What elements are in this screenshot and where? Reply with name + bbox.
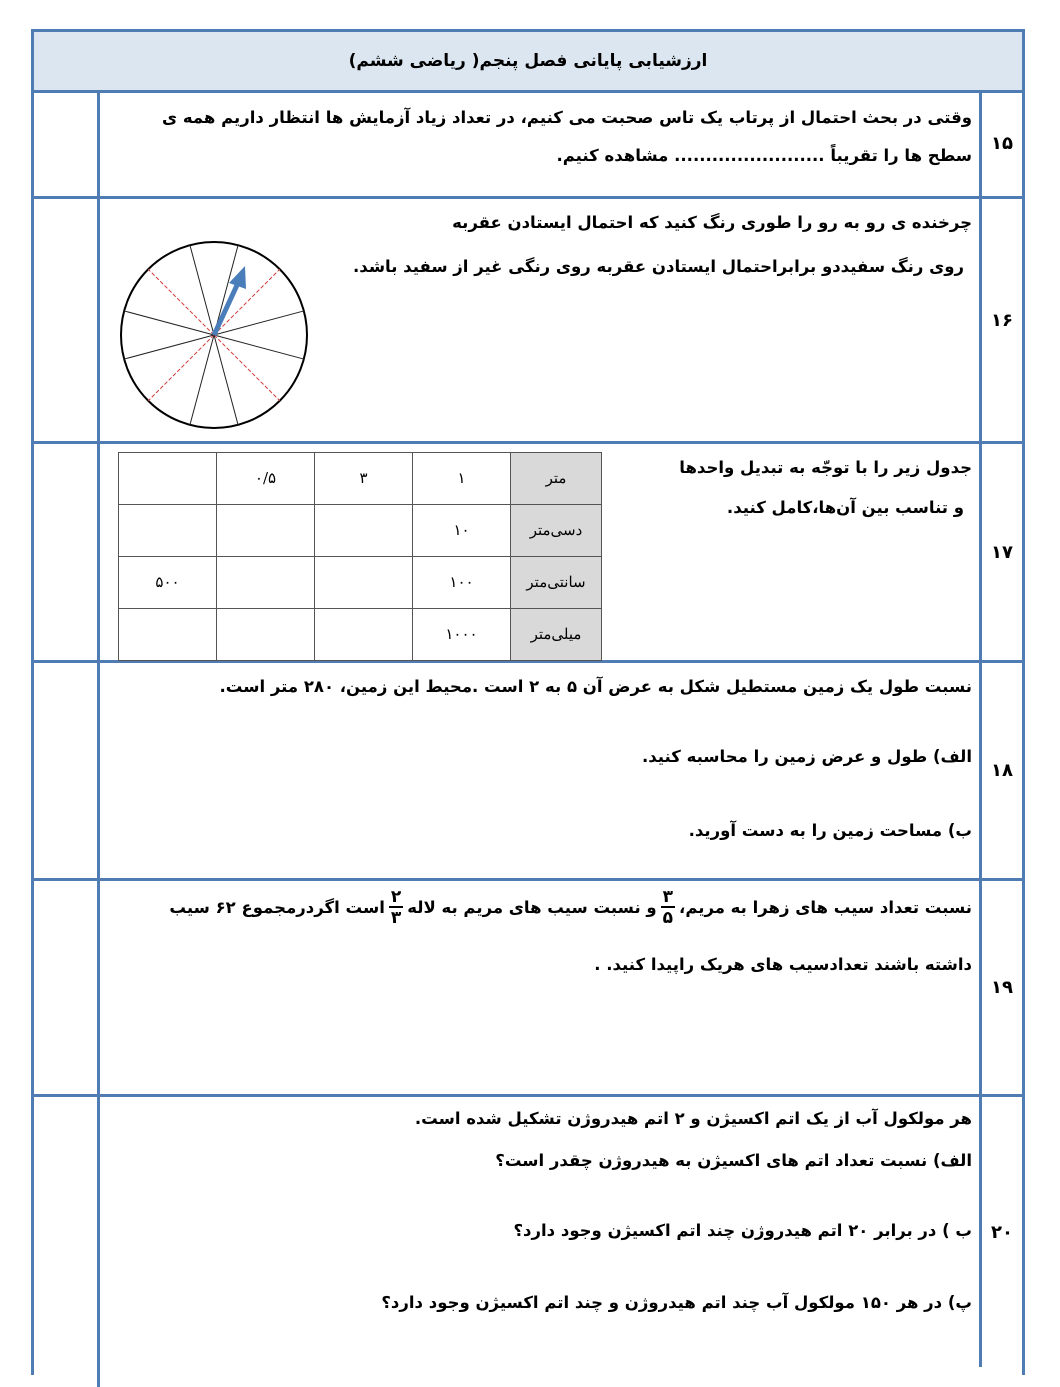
table-row — [119, 505, 602, 557]
question-text: نسبت تعداد سیب های زهرا به مریم، — [679, 898, 972, 918]
table-cell: ۳ — [315, 453, 413, 505]
worksheet-title: ارزشیابی پایانی فصل پنجم( ریاضی ششم) — [34, 32, 1022, 93]
question-text: سطح ها را تقریباً ........................ مشاهده کنیم. — [556, 146, 972, 165]
score-cell — [34, 663, 100, 878]
question-part-b: ب ) در برابر ۲۰ اتم هیدروژن چند اتم اکسیژن وجود دارد؟ — [513, 1221, 972, 1240]
question-number: ۱۶ — [979, 199, 1022, 441]
unit-label-cell: دسی‌متر — [511, 505, 602, 557]
question-text: است اگردرمجموع ۶۲ سیب — [169, 898, 385, 918]
table-cell — [217, 609, 315, 661]
question-20-row — [34, 1097, 1022, 1387]
table-cell: ۱۰۰۰ — [413, 609, 511, 661]
score-cell — [34, 1097, 100, 1387]
table-cell: ۱۰ — [413, 505, 511, 557]
table-cell — [119, 609, 217, 661]
question-text: داشته باشند تعدادسیب های هریک راپیدا کنید. . — [594, 955, 972, 974]
fraction-numerator: ۲ — [390, 887, 402, 907]
question-number: ۱۵ — [979, 90, 1022, 196]
fraction-three-fifths — [661, 889, 675, 927]
fraction-two-thirds — [389, 889, 403, 927]
score-cell — [34, 199, 100, 441]
question-text: هر مولکول آب از یک اتم اکسیژن و ۲ اتم هیدروژن تشکیل شده است. — [414, 1109, 972, 1128]
table-cell — [217, 505, 315, 557]
question-text: و نسبت سیب های مریم به لاله — [407, 898, 657, 918]
question-16-row — [34, 199, 1022, 444]
score-cell — [34, 90, 100, 196]
score-cell — [34, 444, 100, 660]
question-17-content — [108, 444, 972, 660]
question-text: نسبت طول یک زمین مستطیل شکل به عرض آن ۵ به ۲ است .محیط این زمین، ۲۸۰ متر است. — [219, 677, 972, 696]
fraction-numerator: ۳ — [662, 887, 674, 907]
question-text: چرخنده ی رو به رو را طوری رنگ کنید که احتمال ایستادن عقربه — [452, 213, 972, 232]
table-cell: ۱۰۰ — [413, 557, 511, 609]
question-text: وقتی در بحث احتمال از پرتاب یک تاس صحبت می کنیم، در تعداد زیاد آزمایش ها انتظار داریم همه ی — [161, 108, 972, 127]
question-part-a: الف) طول و عرض زمین را محاسبه کنید. — [641, 747, 972, 766]
question-number: ۱۷ — [979, 444, 1022, 660]
table-cell: ۰/۵ — [217, 453, 315, 505]
question-18-content — [108, 663, 972, 878]
table-cell — [315, 557, 413, 609]
question-part-p: پ) در هر ۱۵۰ مولکول آب چند اتم هیدروژن و چند اتم اکسیژن وجود دارد؟ — [381, 1293, 972, 1312]
question-text: جدول زیر را با توجّه به تبدیل واحدها — [679, 458, 972, 477]
table-row — [119, 557, 602, 609]
table-row — [119, 609, 602, 661]
table-row — [119, 453, 602, 505]
question-part-a: الف) نسبت تعداد اتم های اکسیژن به هیدروژن چقدر است؟ — [495, 1151, 972, 1170]
score-cell — [34, 881, 100, 1094]
unit-conversion-table — [118, 452, 602, 661]
question-20-content — [108, 1097, 972, 1387]
question-text: و تناسب بین آن‌ها،کامل کنید. — [726, 498, 964, 517]
question-18-row — [34, 663, 1022, 881]
question-part-b: ب) مساحت زمین را به دست آورید. — [688, 821, 972, 840]
worksheet — [31, 29, 1025, 1375]
question-text: روی رنگ سفیددو برابراحتمال ایستادن عقربه روی رنگی غیر از سفید باشد. — [353, 257, 964, 276]
table-cell: ۱ — [413, 453, 511, 505]
fraction-denominator: ۵ — [662, 908, 674, 928]
question-15-row — [34, 90, 1022, 199]
unit-label-cell: میلی‌متر — [511, 609, 602, 661]
spinner-figure — [114, 235, 314, 435]
fraction-denominator: ۳ — [390, 908, 402, 928]
table-cell — [315, 609, 413, 661]
table-cell — [119, 453, 217, 505]
table-cell — [119, 505, 217, 557]
question-15-content — [108, 90, 972, 196]
question-text-line — [169, 889, 972, 927]
question-number: ۲۰ — [979, 1097, 1022, 1367]
unit-label-cell: متر — [511, 453, 602, 505]
question-17-row — [34, 444, 1022, 663]
question-number: ۱۸ — [979, 663, 1022, 878]
table-cell — [315, 505, 413, 557]
question-19-content — [108, 881, 972, 1094]
question-number: ۱۹ — [979, 881, 1022, 1094]
question-19-row — [34, 881, 1022, 1097]
table-cell — [217, 557, 315, 609]
unit-label-cell: سانتی‌متر — [511, 557, 602, 609]
table-cell: ۵۰۰ — [119, 557, 217, 609]
